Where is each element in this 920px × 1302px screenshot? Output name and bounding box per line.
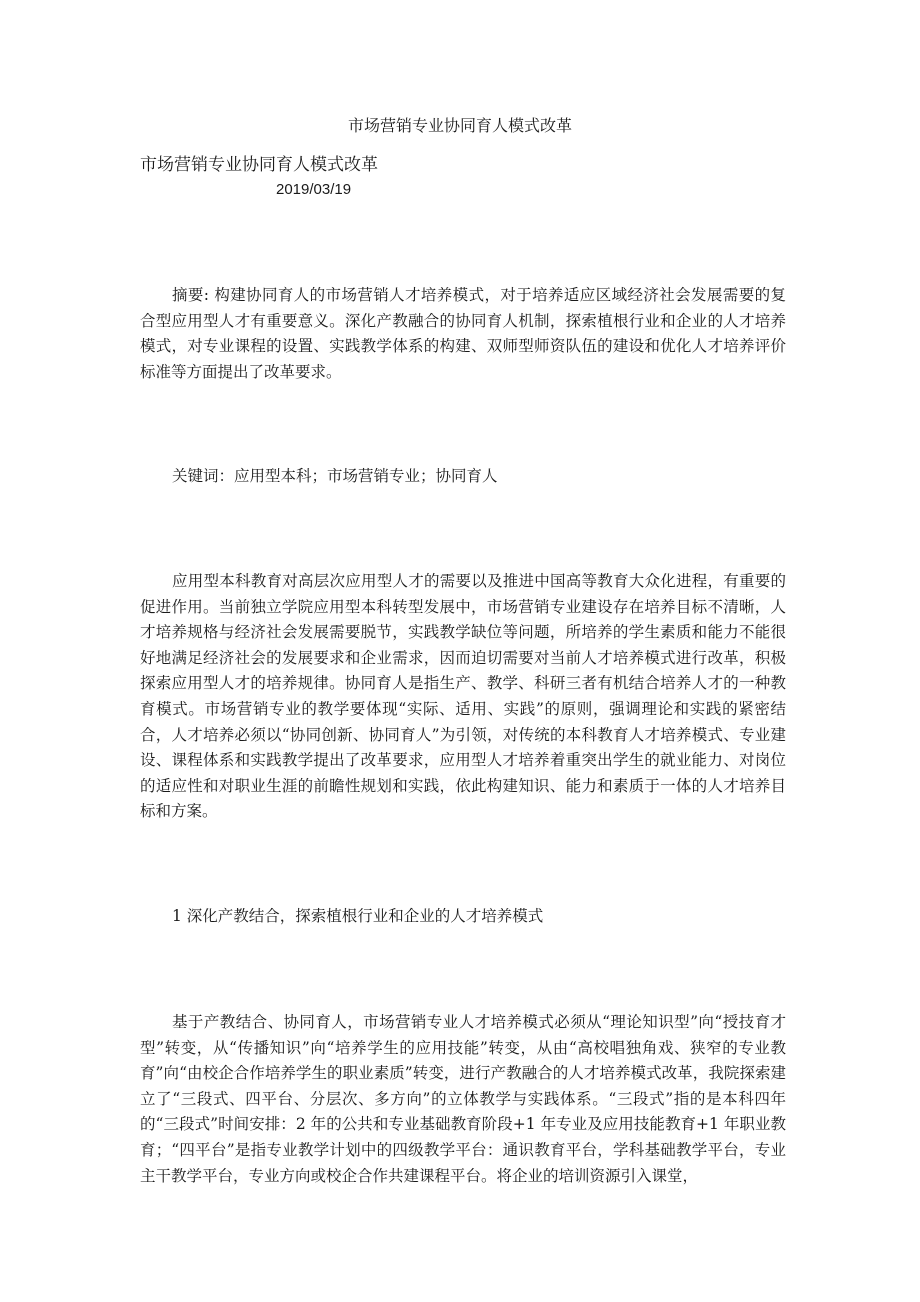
article-title: 市场营销专业协同育人模式改革 <box>140 155 378 175</box>
keywords-paragraph: 关键词：应用型本科；市场营销专业；协同育人 <box>172 467 498 485</box>
intro-paragraph: 应用型本科教育对高层次应用型人才的需要以及推进中国高等教育大众化进程，有重要的促进作用。当前独立学院应用型本科转型发展中，市场营销专业建设存在培养目标不清晰，人才培养规格与经济社会发展需要脱节，实践教学缺位等问题，所培养的学生素质和能力不能很好地满足经济社会的发展要求和企业需求，因而迫切需要对当前人才培养模式进行改革，积极探索应用型人才的培养规律。协同育人是指生产、教学、科研三者有机结合培养人才的一种教育模式。市场营销专业的教学要体现“实际、适用、实践”的原则，强调理论和实践的紧密结合，人才培养必须以“协同创新、协同育人”为引领，对传统的本科教育人才培养模式、专业建设、课程体系和实践教学提出了改革要求，应用型人才培养着重突出学生的就业能力、对岗位的适应性和对职业生涯的前瞻性规划和实践，依此构建知识、能力和素质于一体的人才培养目标和方案。 <box>140 572 786 821</box>
section-heading: 1 深化产教结合，探索植根行业和企业的人才培养模式 <box>172 907 544 925</box>
document-title: 市场营销专业协同育人模式改革 <box>347 116 572 135</box>
section-body-paragraph: 基于产教结合、协同育人，市场营销专业人才培养模式必须从“理论知识型”向“授技育才型”转变，从“传播知识”向“培养学生的应用技能”转变，从由“高校唱独角戏、狭窄的专业教育”向“由校企合作培养学生的职业素质”转变，进行产教融合的人才培养模式改革，我院探索建立了“三段式、四平台、分层次、多方向”的立体教学与实践体系。“三段式”指的是本科四年的“三段式”时间安排：2 年的公共和专业基础教育阶段+1 年专业及应用技能教育+1 年职业教育；“四平台”是指专业教学计划中的四级教学平台：通识教育平台，学科基础教学平台，专业主干教学平台，专业方向或校企合作共建课程平台。将企业的培训资源引入课堂， <box>140 1013 786 1185</box>
abstract-paragraph: 摘要: 构建协同育人的市场营销人才培养模式，对于培养适应区域经济社会发展需要的复合型应用型人才有重要意义。深化产教融合的协同育人机制，探索植根行业和企业的人才培养模式，对专业课程的设置、实践教学体系的构建、双师型师资队伍的建设和优化人才培养评价标准等方面提出了改革要求。 <box>140 286 786 381</box>
publish-date: 2019/03/19 <box>276 181 352 198</box>
